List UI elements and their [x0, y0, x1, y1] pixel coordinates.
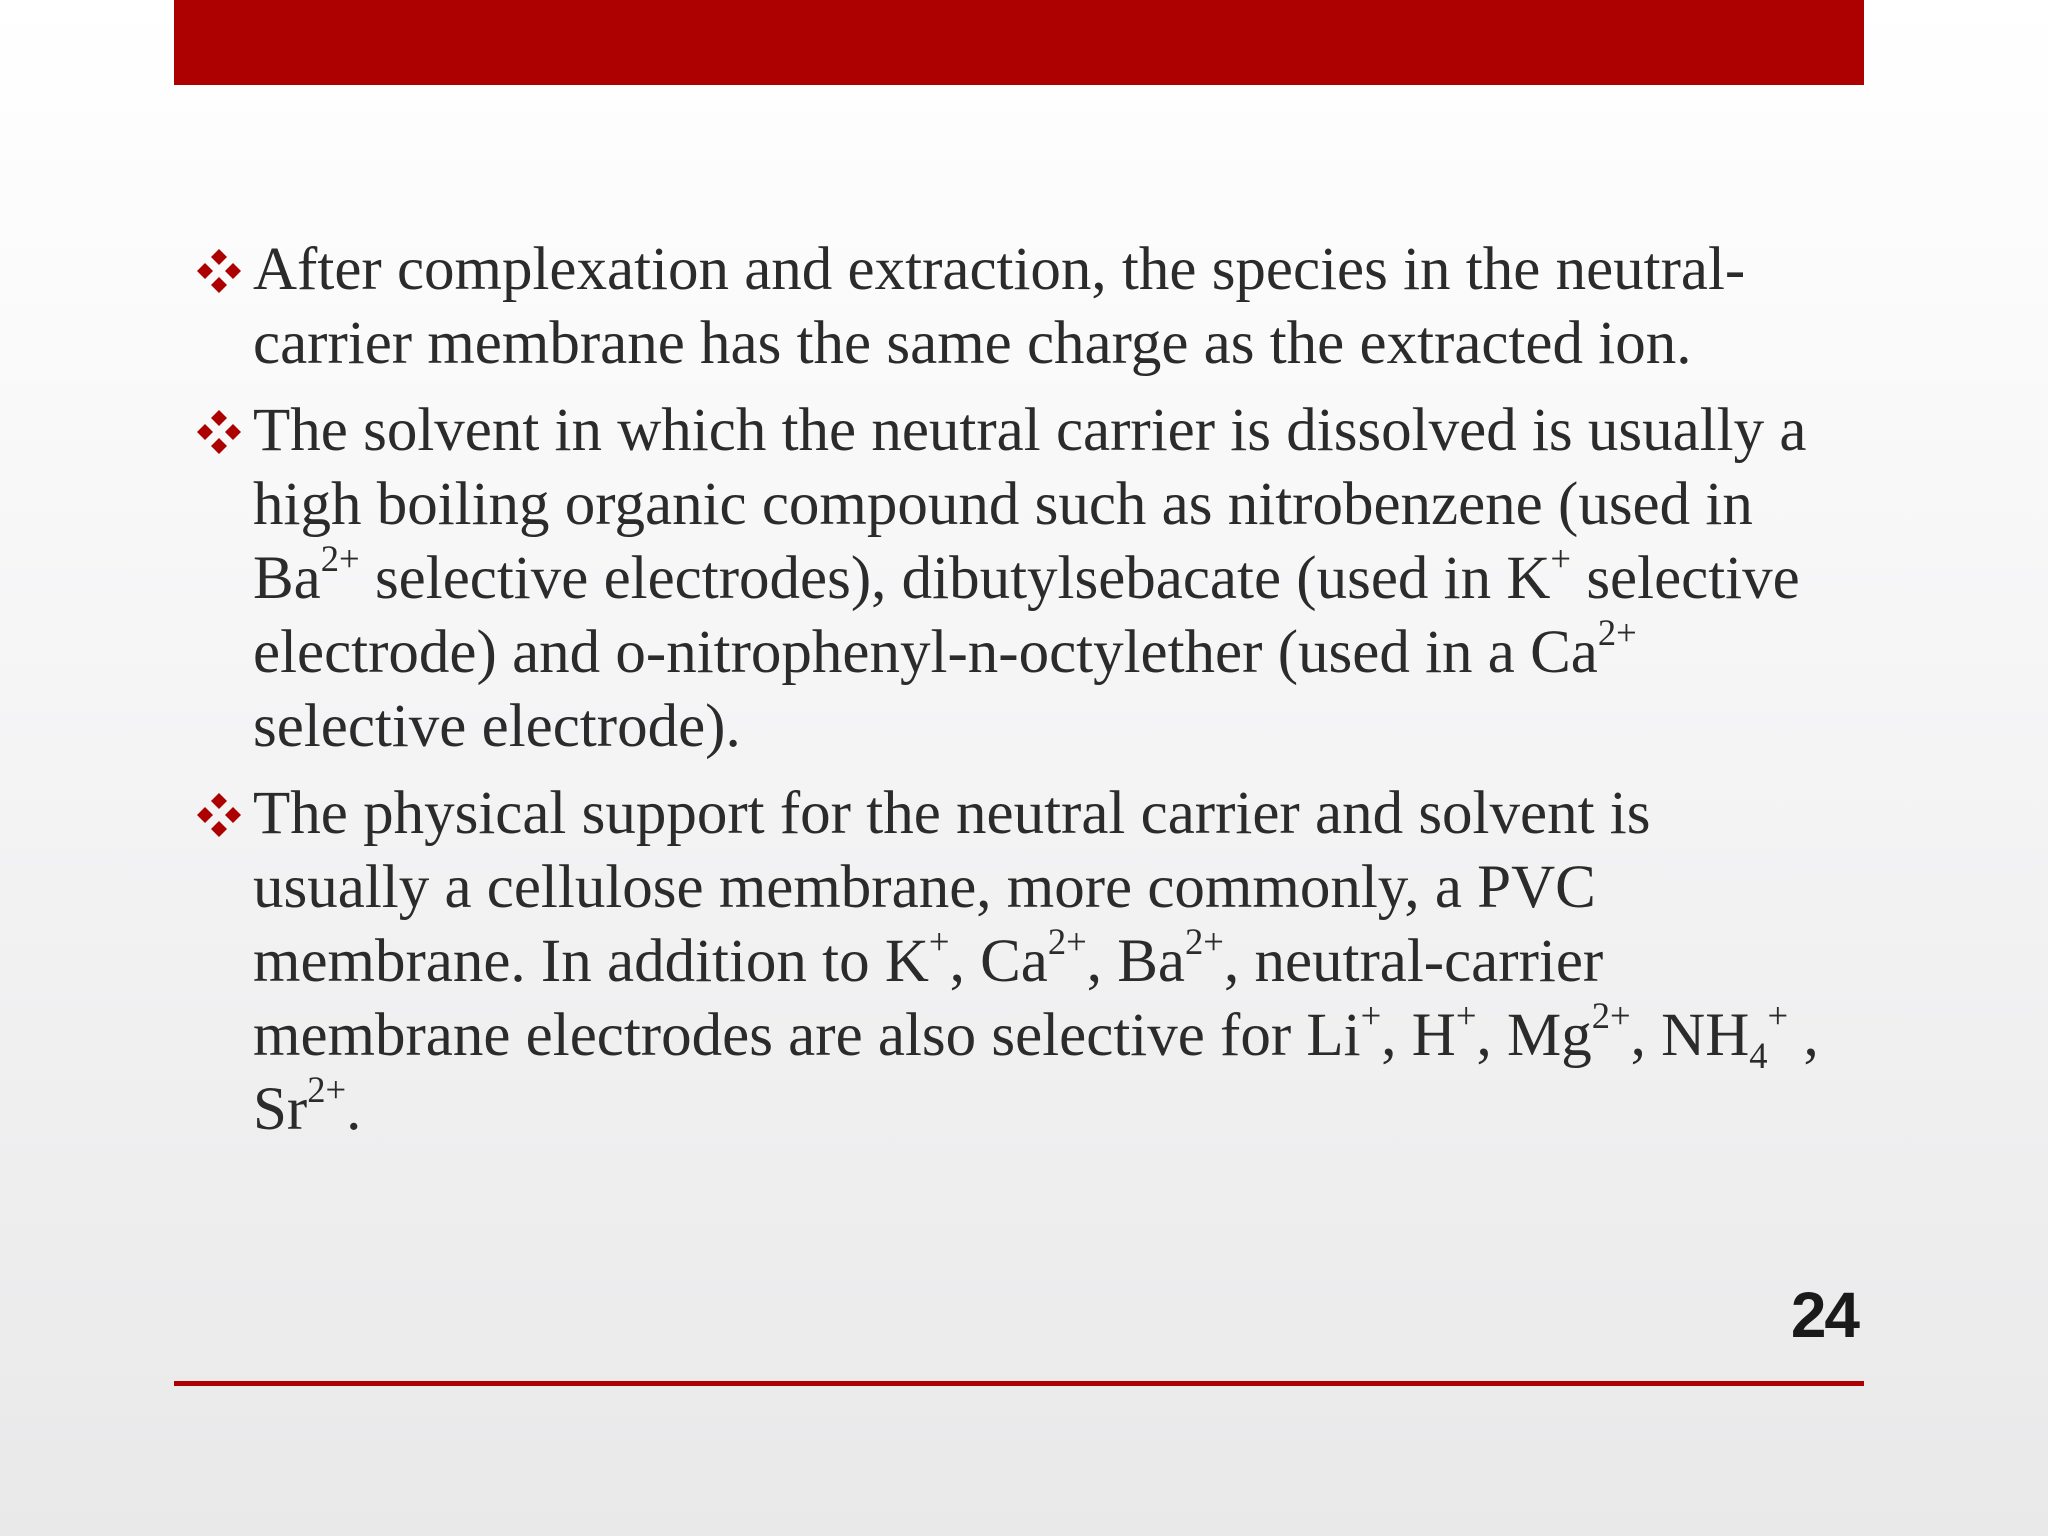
- top-accent-bar: [174, 0, 1864, 85]
- four-diamond-bullet-icon: [193, 789, 251, 841]
- bullet-item: [193, 233, 1833, 381]
- bullet-item: [193, 394, 1833, 764]
- bullet-text: The physical support for the neutral carrier and solvent is usually a cellulose membrane, more commonly, a PVC membrane. In addition to K+, $Ca^{2+}$, $Ba^{2+}$, neutral-carrier membrane electrodes are also selective for Li+, H+, $Mg^{2+}$, $NH_4^+$ , $Sr^{2+}$.: [253, 780, 1819, 1143]
- bullet-item: [193, 777, 1833, 1147]
- four-diamond-bullet-icon: [193, 245, 251, 297]
- bullet-text: After complexation and extraction, the species in the neutral-carrier membrane has the same charge as the extracted ion.: [253, 236, 1746, 377]
- bullet-text: The solvent in which the neutral carrier is dissolved is usually a high boiling organic compound such as nitrobenzene (used in $Ba^{2+}$ selective electrodes), dibutylsebacate (used in K+ selective electrode) and o-nitrophenyl-n-octylether (used in a $Ca^{2+}$ selective electrode).: [253, 397, 1807, 760]
- four-diamond-bullet-icon: [193, 406, 251, 458]
- bottom-divider: [174, 1381, 1864, 1386]
- slide-content: [193, 233, 1833, 1160]
- slide-number: 24: [1790, 1279, 1858, 1351]
